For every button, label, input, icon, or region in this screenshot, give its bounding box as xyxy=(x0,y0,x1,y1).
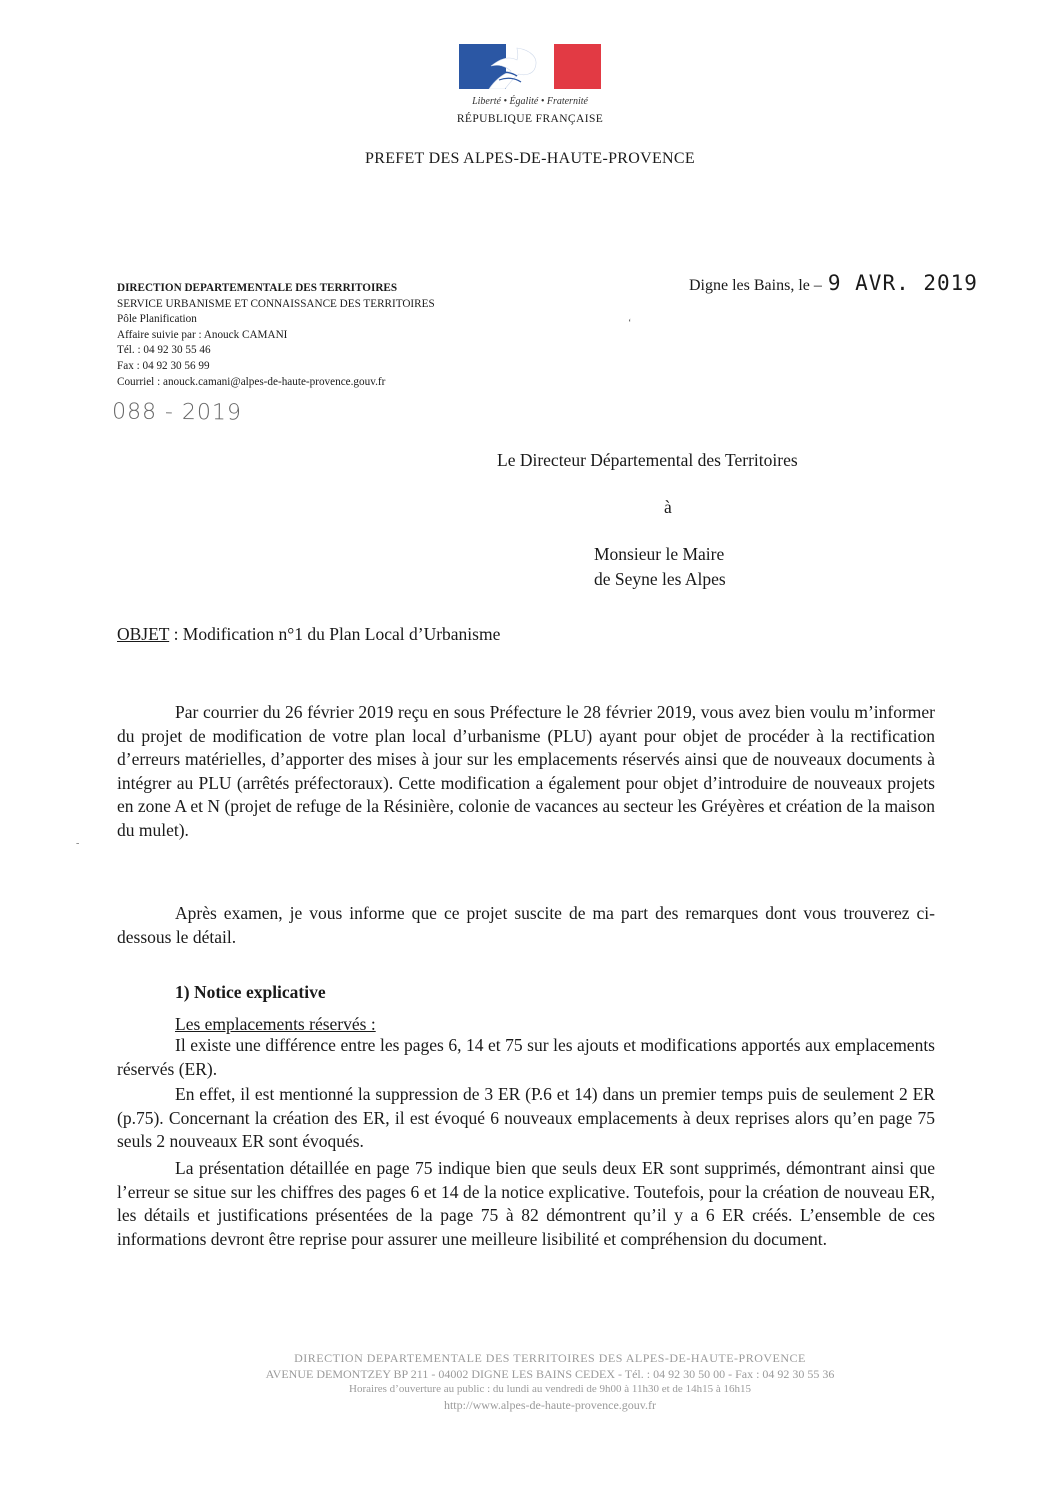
footer-line-1: DIRECTION DEPARTEMENTALE DES TERRITOIRES DES ALPES-DE-HAUTE-PROVENCE xyxy=(294,1351,806,1365)
scan-mark: - xyxy=(76,838,80,849)
section-heading: 1) Notice explicative xyxy=(175,982,326,1002)
sender-direction: DIRECTION DEPARTEMENTALE DES TERRITOIRES xyxy=(117,282,398,294)
subject-line xyxy=(117,624,500,645)
sender-service: SERVICE URBANISME ET CONNAISSANCE DES TERRITOIRES xyxy=(117,297,435,310)
date-place: Digne les Bains, le xyxy=(689,277,810,294)
republic-motto: Liberté • Égalité • Fraternité xyxy=(472,96,588,107)
date-line xyxy=(689,271,978,295)
sender-tel: Tél. : 04 92 30 55 46 xyxy=(117,344,211,357)
sender-affaire: Affaire suivie par : Anouck CAMANI xyxy=(117,328,288,341)
recipient-line-1: Monsieur le Maire xyxy=(594,544,725,564)
paragraph-text: La présentation détaillée en page 75 indique bien que seuls deux ER sont supprimés, démontrant ainsi que l’erreur se situe sur les chiffres des pages 6 et 14 de la notice explicative. Toutefois, pour la création de nouveau ER, les détails et justifications présentées de la page 75 à 82 démontrent qu’il y a 6 ER créés. L’ensemble de ces informations devront être reprise pour assurer une meilleure lisibilité et compréhension du document. xyxy=(117,1158,935,1249)
prefecture-title: PREFET DES ALPES-DE-HAUTE-PROVENCE xyxy=(365,150,695,167)
body-paragraph-1 xyxy=(117,701,935,843)
subject-label: OBJET xyxy=(117,624,170,644)
subject-text: : Modification n°1 du Plan Local d’Urbanisme xyxy=(169,624,501,644)
sender-block xyxy=(117,281,435,390)
handwritten-reference: 088 - 2019 xyxy=(111,399,243,426)
paragraph-text: Après examen, je vous informe que ce projet suscite de ma part des remarques dont vous trouverez ci-dessous le détail. xyxy=(117,903,935,947)
page-footer xyxy=(160,1351,940,1413)
recipient-line-2: de Seyne les Alpes xyxy=(594,569,726,589)
scan-speck: ʻ xyxy=(628,318,632,329)
body-paragraph-3 xyxy=(117,1034,935,1081)
sender-email: Courriel : anouck.camani@alpes-de-haute-provence.gouv.fr xyxy=(117,375,386,388)
paragraph-text: En effet, il est mentionné la suppression de 3 ER (P.6 et 14) dans un premier temps puis de seulement 2 ER (p.75). Concernant la création des ER, il est évoqué 6 nouveaux emplacements à deux reprises alors qu’en page 75 seuls 2 nouveaux ER sont évoqués. xyxy=(117,1084,935,1152)
recipient-preposition: à xyxy=(664,497,672,517)
body-paragraph-5 xyxy=(117,1157,935,1251)
sender-title: Le Directeur Départemental des Territoires xyxy=(497,450,798,470)
marianne-logo-icon xyxy=(459,44,601,89)
footer-line-2: AVENUE DEMONTZEY BP 211 - 04002 DIGNE LES BAINS CEDEX - Tél. : 04 92 30 50 00 - Fax : 04 92 30 55 36 xyxy=(265,1366,835,1381)
subsection-heading: Les emplacements réservés : xyxy=(175,1014,376,1034)
footer-website-link[interactable]: http://www.alpes-de-haute-provence.gouv.fr xyxy=(443,1397,657,1412)
republic-name: RÉPUBLIQUE FRANÇAISE xyxy=(456,113,604,125)
sender-pole: Pôle Planification xyxy=(117,313,197,326)
date-dash: – xyxy=(813,277,822,294)
sender-fax: Fax : 04 92 30 56 99 xyxy=(117,359,210,372)
paragraph-text: Par courrier du 26 février 2019 reçu en sous Préfecture le 28 février 2019, vous avez bien voulu m’informer du projet de modification de votre plan local d’urbanisme (PLU) ayant pour objet de procéder à la rectification d’erreurs matérielles, d’apporter des mises à jour sur les emplacements réservés ainsi que de nouveaux documents à intégrer au PLU (arrêtés préfectoraux). Cette modification a également pour objet d’introduire de nouveaux projets en zone A et N (projet de refuge de la Résinière, colonie de vacances au secteur les Gréyères et création de la maison du mulet). xyxy=(117,702,935,840)
body-paragraph-2 xyxy=(117,902,935,949)
paragraph-text: Il existe une différence entre les pages 6, 14 et 75 sur les ajouts et modifications apportés aux emplacements réservés (ER). xyxy=(117,1035,935,1079)
date-stamp: 9 AVR. 2019 xyxy=(827,271,978,295)
body-paragraph-4 xyxy=(117,1083,935,1154)
footer-line-3: Horaires d’ouverture au public : du lundi au vendredi de 9h00 à 11h30 et de 14h15 à 16h15 xyxy=(349,1383,751,1396)
